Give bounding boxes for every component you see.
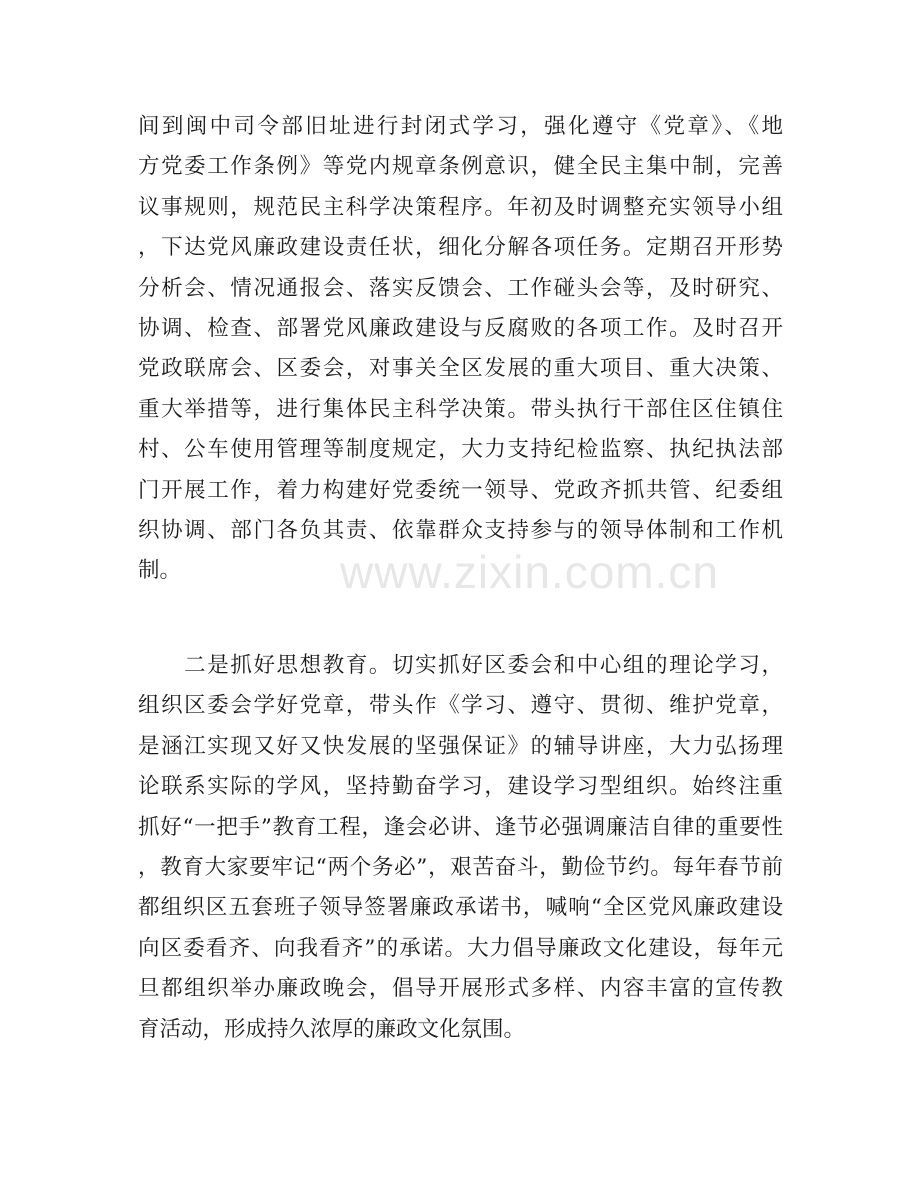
text-line: 育活动，形成持久浓厚的廉政文化氛围。 [138,1016,526,1042]
text-line: 抓好“一把手”教育工程，逢会必讲、逢节必强调廉洁自律的重要性 [138,814,783,840]
watermark: www.zixin.com.cn [340,546,719,598]
text-line: 重大举措等，进行集体民主科学决策。带头执行干部住区住镇住 [138,396,783,422]
text-line: 议事规则，规范民主科学决策程序。年初及时调整充实领导小组 [138,194,783,220]
text-line: 党政联席会、区委会，对事关全区发展的重大项目、重大决策、 [138,356,783,382]
text-line: 组织区委会学好党章，带头作《学习、遵守、贯彻、维护党章， [138,693,783,719]
text-line: 旦都组织举办廉政晚会，倡导开展形式多样、内容丰富的宣传教 [138,976,783,1002]
text-line: ，教育大家要牢记“两个务必”，艰苦奋斗，勤俭节约。每年春节前 [138,854,783,880]
paragraph-party-building [138,107,783,592]
text-line: 协调、检查、部署党风廉政建设与反腐败的各项工作。及时召开 [138,315,783,341]
text-line: 论联系实际的学风，坚持勤奋学习，建设学习型组织。始终注重 [138,774,783,800]
text-line: 织协调、部门各负其责、依靠群众支持参与的领导体制和工作机 [138,517,783,543]
text-line: 方党委工作条例》等党内规章条例意识，健全民主集中制，完善 [138,154,783,180]
text-line: 村、公车使用管理等制度规定，大力支持纪检监察、执纪执法部 [138,437,783,463]
text-line: 分析会、情况通报会、落实反馈会、工作碰头会等，及时研究、 [138,275,783,301]
text-line: 是涵江实现又好又快发展的坚强保证》的辅导讲座，大力弘扬理 [138,733,783,759]
text-line: 都组织区五套班子领导签署廉政承诺书，喊响“全区党风廉政建设 [138,895,783,921]
text-line: 二是抓好思想教育。切实抓好区委会和中心组的理论学习， [138,653,783,678]
text-line: ，下达党风廉政建设责任状，细化分解各项任务。定期召开形势 [138,235,783,261]
text-line: 向区委看齐、向我看齐”的承诺。大力倡导廉政文化建设，每年元 [138,935,783,961]
paragraph-ideological-education [138,646,783,1050]
text-line: 门开展工作，着力构建好党委统一领导、党政齐抓共管、纪委组 [138,477,783,503]
text-line: 制。 [138,558,182,584]
text-line: 间到闽中司令部旧址进行封闭式学习，强化遵守《党章》、《地 [138,114,783,139]
